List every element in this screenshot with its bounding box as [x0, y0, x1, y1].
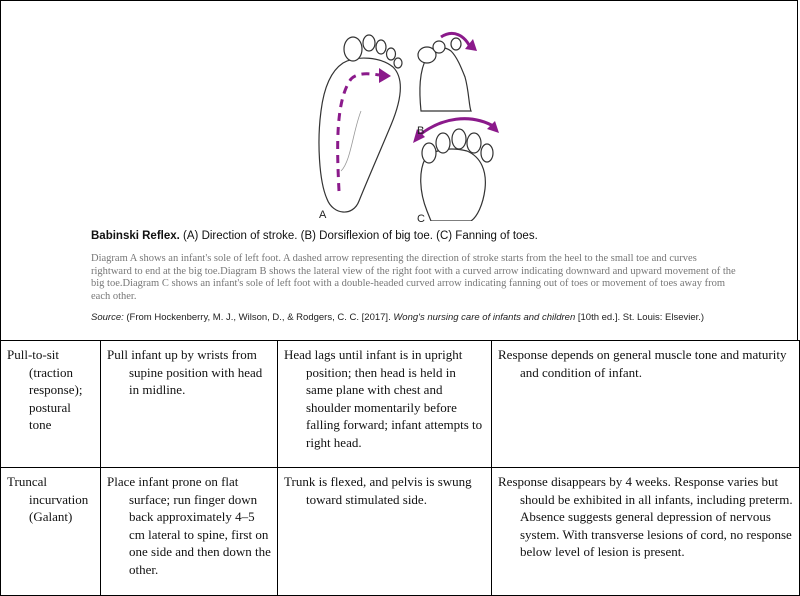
reflex-table [0, 340, 800, 596]
figure-source [91, 312, 781, 323]
foot-b-lateral-icon [418, 38, 471, 111]
babinski-illustration [301, 21, 521, 221]
source-pre: (From Hockenberry, M. J., Wilson, D., & Rodgers, C. C. [2017]. [126, 312, 391, 323]
method-cell: Place infant prone on flat surface; run finger down back approximately 4–5 cm lateral to spine, first on one side and then down the other. [101, 468, 278, 596]
table-row [1, 468, 800, 596]
figure-label-b: B [417, 125, 425, 137]
source-post: [10th ed.]. St. Louis: Elsevier.) [577, 312, 705, 323]
comments-cell: Response depends on general muscle tone and maturity and condition of infant. [492, 341, 800, 468]
foot-a-sole-icon [319, 35, 402, 212]
comments-cell: Response disappears by 4 weeks. Response varies but should be exhibited in all infants, including preterm. Absence suggests general depression of nervous system. With transverse lesions of cord, no response below level of lesion is present. [492, 468, 800, 596]
reflex-cell: Pull-to-sit (traction response); postural tone [1, 341, 101, 468]
response-cell: Head lags until infant is in upright position; then head is held in same plane with chest and shoulder momentarily before falling forward; infant attempts to right head. [278, 341, 492, 468]
figure-caption [91, 230, 771, 242]
source-label: Source: [91, 312, 124, 323]
figure-description: Diagram A shows an infant's sole of left foot. A dashed arrow representing the direction of stroke starts from the heel to the small toe and curves rightward to end at the big toe.Diagram B shows the lateral view of the right foot with a curved arrow indicating downward and upward movement of the big toe.Diagram C shows an infant's sole of left foot with a double-headed curved arrow indicating fanning out of toes or movement of toes away from each other. [91, 253, 736, 302]
method-cell: Pull infant up by wrists from supine position with head in midline. [101, 341, 278, 468]
figure-label-c: C [417, 213, 425, 225]
response-cell: Trunk is flexed, and pelvis is swung toward stimulated side. [278, 468, 492, 596]
table-row [1, 341, 800, 468]
caption-title: Babinski Reflex. [91, 230, 180, 242]
figure-label-a: A [319, 209, 327, 221]
reflex-cell: Truncal incurvation (Galant) [1, 468, 101, 596]
caption-text: (A) Direction of stroke. (B) Dorsiflexion of big toe. (C) Fanning of toes. [183, 230, 538, 242]
source-title: Wong's nursing care of infants and children [393, 312, 576, 323]
foot-c-sole-icon [421, 129, 493, 221]
